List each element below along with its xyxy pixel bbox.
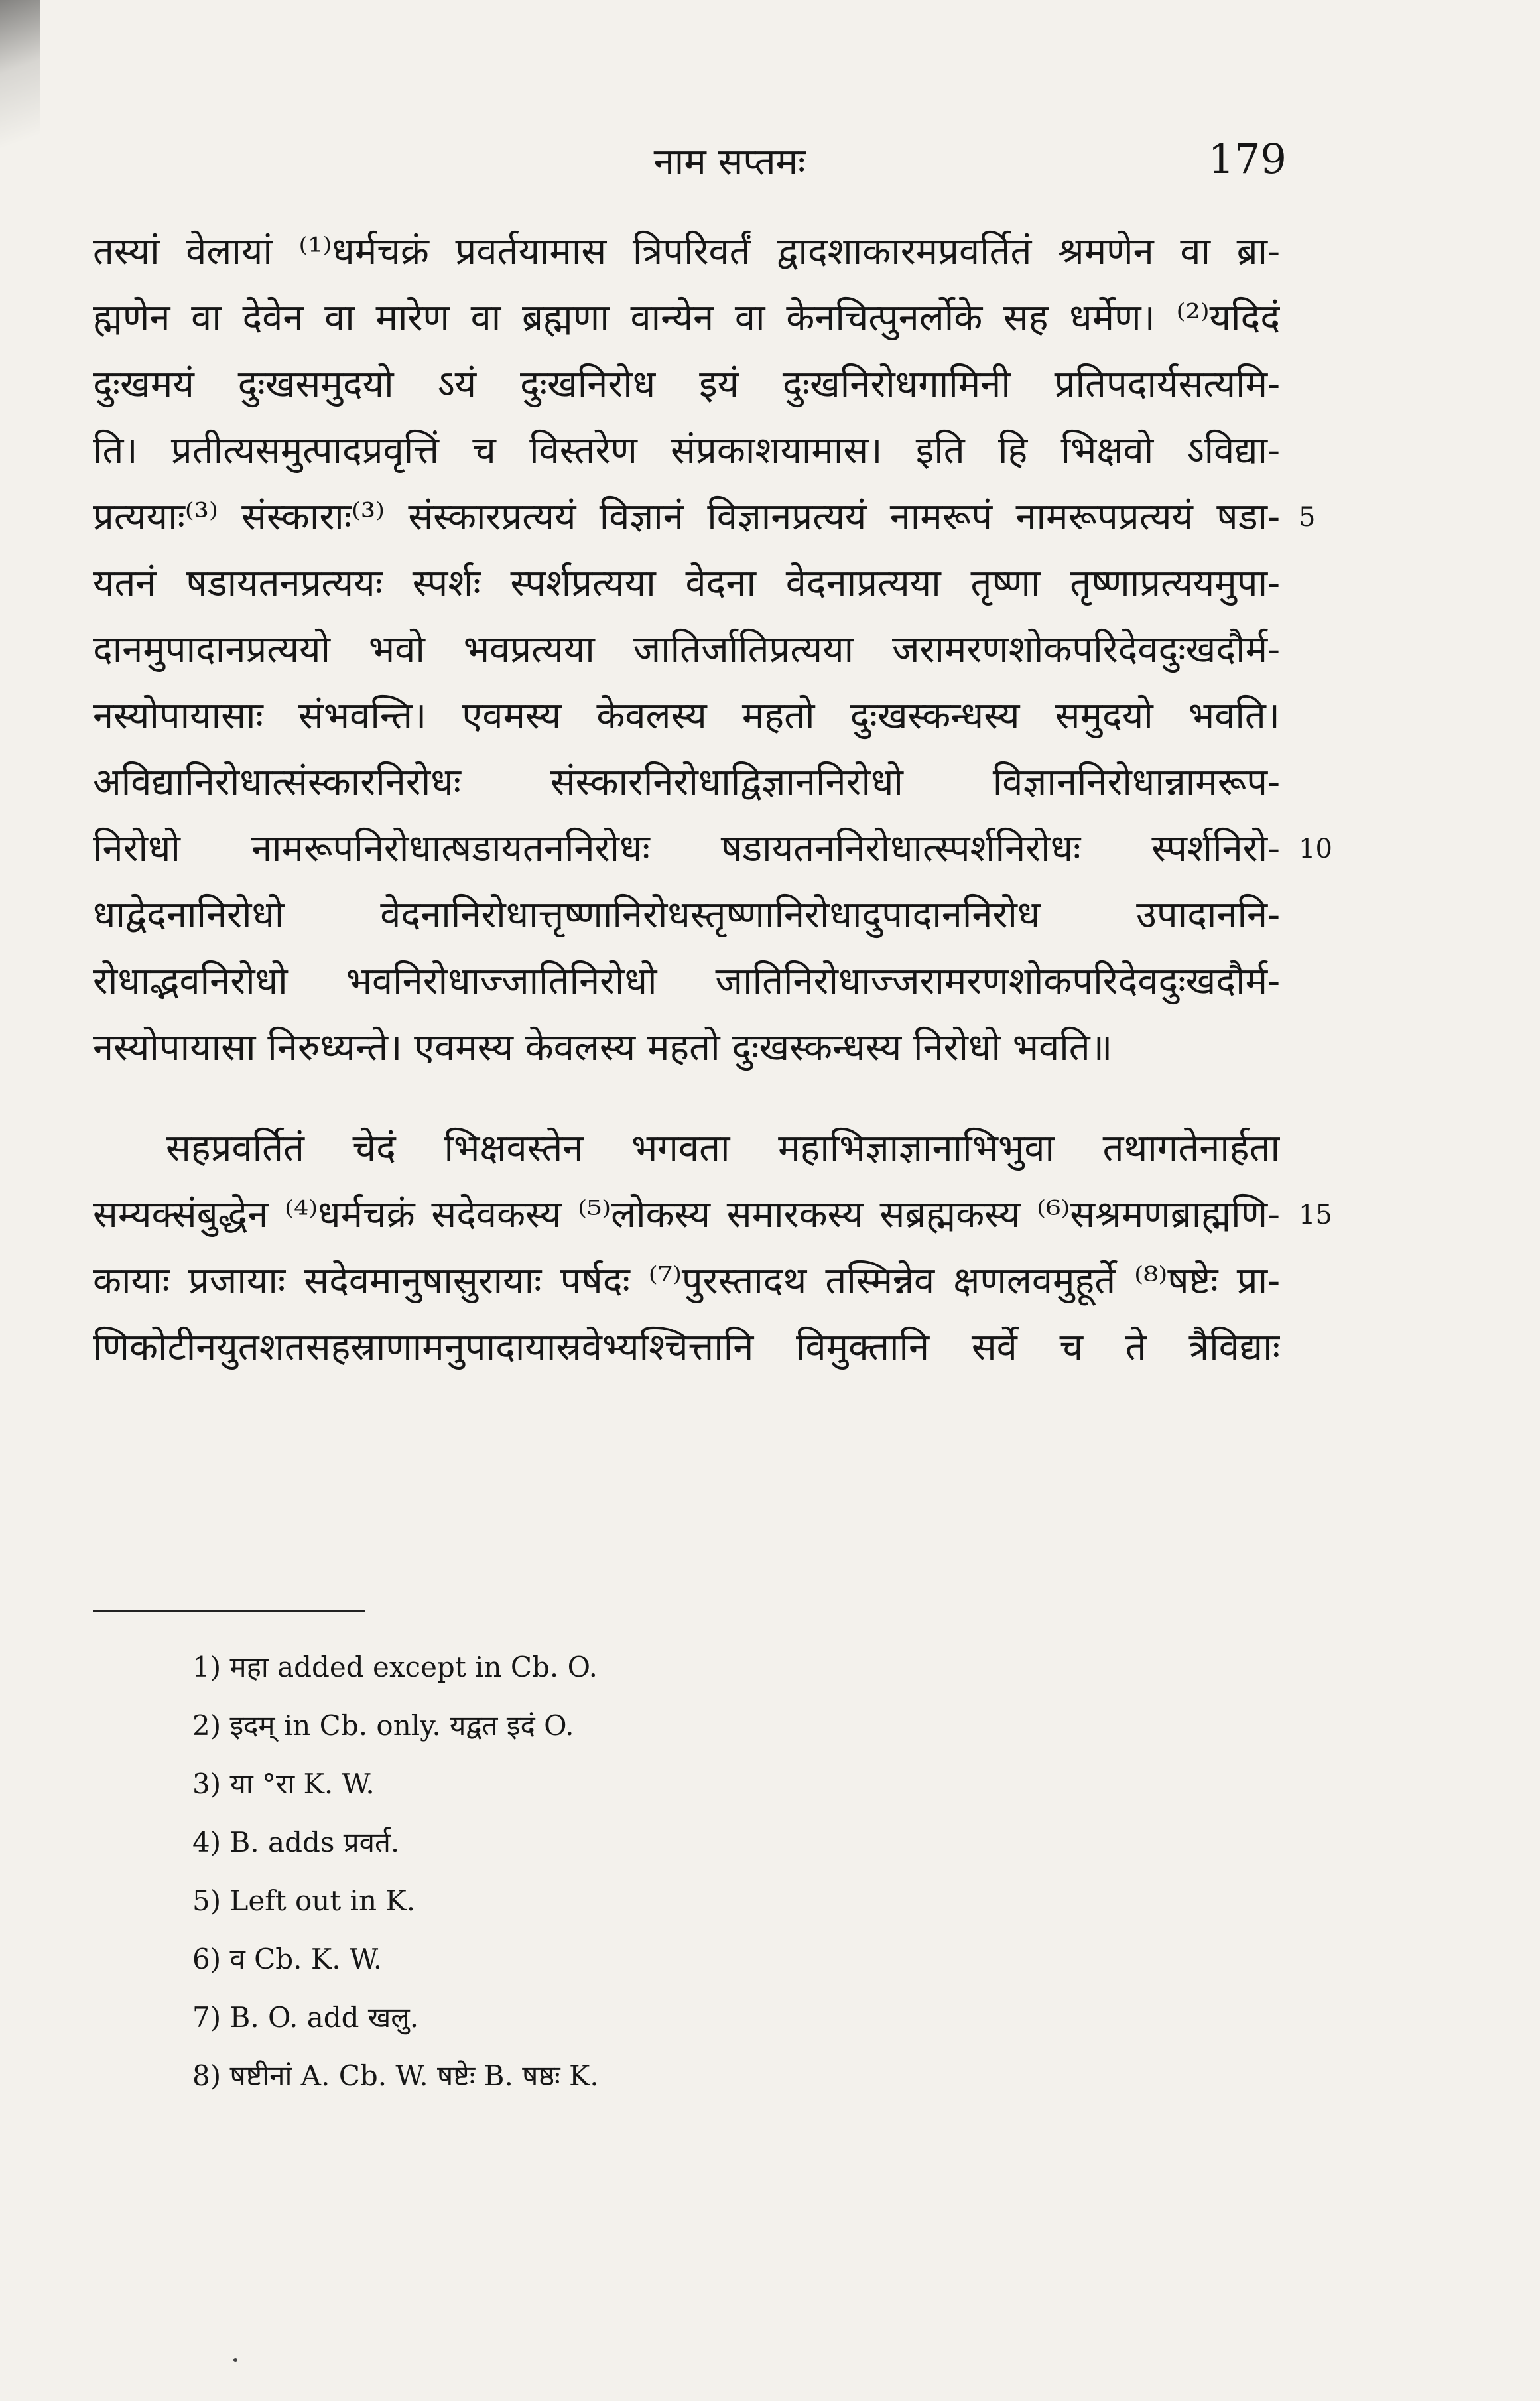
text-line: दानमुपादानप्रत्ययो भवो भवप्रत्यया जातिर्जातिप्रत्यया जरामरणशोकपरिदेवदुःखदौर्म- (93, 628, 1280, 671)
text-line: सहप्रवर्तितं चेदं भिक्षवस्तेन भगवता महाभिज्ञाज्ञानाभिभुवा तथागतेनार्हता (166, 1127, 1280, 1170)
main-text (93, 219, 1280, 1381)
text-line: कायाः प्रजायाः सदेवमानुषासुरायाः पर्षदः ⁽⁷⁾पुरस्तादथ तस्मिन्नेव क्षणलवमुहूर्ते ⁽⁸⁾षष्टेः प्रा- (93, 1260, 1280, 1303)
line-number-10: 10 (1299, 834, 1332, 864)
footnote-1: 1) महा added except in Cb. O. (192, 1651, 598, 1683)
text-line: नस्योपायासा निरुध्यन्ते। एवमस्य केवलस्य महतो दुःखस्कन्धस्य निरोधो भवति॥ (93, 1026, 1113, 1069)
scan-speck (233, 2358, 237, 2362)
text-line: दुःखमयं दुःखसमुदयो ऽयं दुःखनिरोध इयं दुःखनिरोधगामिनी प्रतिपदार्यसत्यमि- (93, 363, 1280, 406)
page-number: 179 (1208, 135, 1287, 183)
footnote-4: 4) B. adds प्रवर्त. (192, 1826, 400, 1858)
text-line: नस्योपायासाः संभवन्ति। एवमस्य केवलस्य महतो दुःखस्कन्धस्य समुदयो भवति। (93, 694, 1280, 738)
line-number-5: 5 (1299, 502, 1316, 533)
footnote-7: 7) B. O. add खलु. (192, 2001, 419, 2034)
footnote-rule (93, 1610, 365, 1612)
text-line: ह्मणेन वा देवेन वा मारेण वा ब्रह्मणा वान्येन वा केनचित्पुनर्लोके सह धर्मेण। ⁽²⁾यदिदं (93, 296, 1280, 340)
scan-edge-shadow (0, 0, 40, 199)
text-line: ति। प्रतीत्यसमुत्पादप्रवृत्तिं च विस्तरेण संप्रकाशयामास। इति हि भिक्षवो ऽविद्या- (93, 429, 1280, 472)
text-line: रोधाद्भवनिरोधो भवनिरोधाज्जातिनिरोधो जातिनिरोधाज्जरामरणशोकपरिदेवदुःखदौर्म- (93, 960, 1280, 1003)
footnotes (192, 1638, 1187, 2105)
footnote-8: 8) षष्टीनां A. Cb. W. षष्टेः B. षष्ठः K. (192, 2059, 599, 2092)
text-line: निरोधो नामरूपनिरोधात्षडायतननिरोधः षडायतननिरोधात्स्पर्शनिरोधः स्पर्शनिरो- (93, 827, 1280, 870)
running-head: नाम सप्तमः (653, 141, 806, 184)
paragraph-gap (93, 1081, 1280, 1116)
text-line: तस्यां वेलायां ⁽¹⁾धर्मचक्रं प्रवर्तयामास त्रिपरिवर्तं द्वादशाकारमप्रवर्तितं श्रमणेन वा ब्रा- (93, 230, 1280, 273)
text-line: अविद्यानिरोधात्संस्कारनिरोधः संस्कारनिरोधाद्विज्ञाननिरोधो विज्ञाननिरोधान्नामरूप- (93, 761, 1280, 804)
footnote-6: 6) व Cb. K. W. (192, 1943, 383, 1975)
footnote-2: 2) इदम् in Cb. only. यद्वत इदं O. (192, 1709, 574, 1742)
text-line: यतनं षडायतनप्रत्ययः स्पर्शः स्पर्शप्रत्यया वेदना वेदनाप्रत्यया तृष्णा तृष्णाप्रत्ययमुपा- (93, 562, 1280, 605)
line-number-15: 15 (1299, 1200, 1332, 1230)
text-line: प्रत्ययाः⁽³⁾ संस्काराः⁽³⁾ संस्कारप्रत्ययं विज्ञानं विज्ञानप्रत्ययं नामरूपं नामरूपप्रत्ययं षडा- (93, 495, 1280, 539)
footnote-3: 3) या °रा K. W. (192, 1768, 375, 1800)
footnote-5: 5) Left out in K. (192, 1884, 416, 1917)
text-line: णिकोटीनयुतशतसहस्राणामनुपादायास्रवेभ्यश्चित्तानि विमुक्तानि सर्वे च ते त्रैविद्याः (93, 1326, 1280, 1369)
text-line: सम्यक्संबुद्धेन ⁽⁴⁾धर्मचक्रं सदेवकस्य ⁽⁵⁾लोकस्य समारकस्य सब्रह्मकस्य ⁽⁶⁾सश्रमणब्राह्मणि- (93, 1193, 1280, 1236)
text-line: धाद्वेदनानिरोधो वेदनानिरोधात्तृष्णानिरोधस्तृष्णानिरोधादुपादाननिरोध उपादाननि- (93, 893, 1280, 937)
